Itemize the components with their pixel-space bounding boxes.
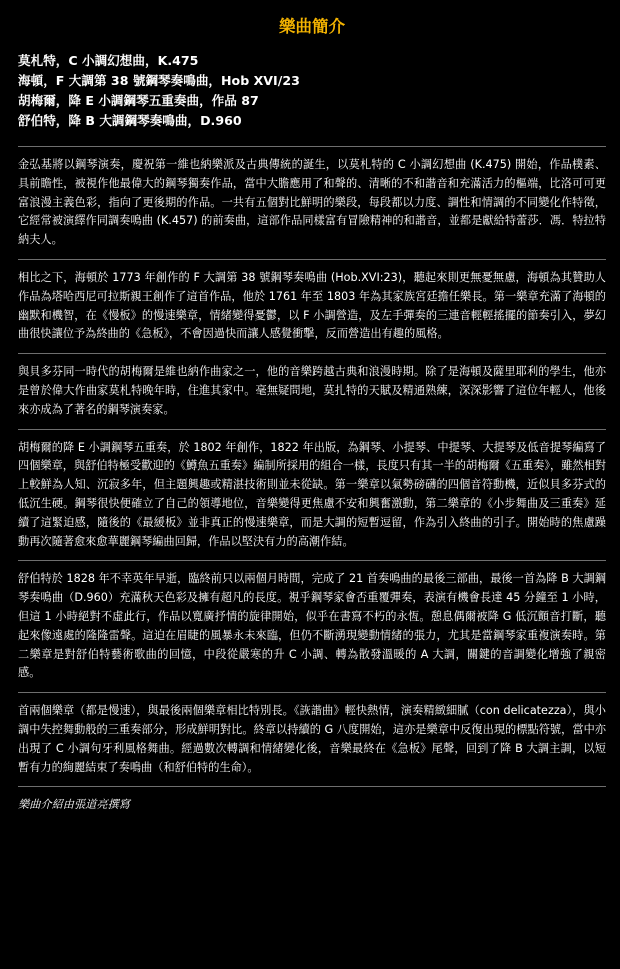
work-item-mozart: 莫札特，C 小調幻想曲，K.475 xyxy=(18,53,199,68)
paragraph-hummel-quintet: 胡梅爾的降 E 小調鋼琴五重奏，於 1802 年創作，1822 年出版，為鋼琴、小提琴、中提琴、大提琴及低音提琴編寫了四個樂章，與舒伯特極受歡迎的《鱒魚五重奏》編制所採用的組合一樣，長度只有其一半的胡梅爾《五重奏》，雖然相對上較鮮為人知、沉寂多年，但主題興趣或精湛技術則並未從缺。第一樂章以氣勢磅礴的四個音符動機，近似貝多芬式的低沉生硬。鋼琴很快便確立了自己的領導地位，音樂變得更焦慮不安和興奮激動，第二樂章的《小步舞曲及三重奏》延續了這緊迫感，隨後的《最緩板》並非真正的慢速樂章，而是大調的短暫逗留，作為引入終曲的引子。開始時的焦慮躁動再次隨著愈來愈華麗鋼琴編曲回歸，作品以堅決有力的高潮作結。 xyxy=(18,439,606,562)
section-divider xyxy=(18,146,606,147)
work-item-hummel: 胡梅爾，降 E 小調鋼琴五重奏曲，作品 87 xyxy=(18,93,259,108)
page-title: 樂曲簡介 xyxy=(279,17,345,36)
author-credit: 樂曲介紹由張道亮撰寫 xyxy=(18,798,130,812)
works-list xyxy=(18,51,606,131)
paragraph-hummel-intro: 與貝多芬同一時代的胡梅爾是維也納作曲家之一，他的音樂跨越古典和浪漫時期。除了是海頓及薩里耶利的學生，他亦是曾於偉大作曲家莫札特晚年時，住進其家中。毫無疑問地，莫扎特的天賦及精通熟練，深深影響了這位年輕人，他後來亦成為了著名的鋼琴演奏家。 xyxy=(18,363,606,429)
paragraph-mozart: 金弘基將以鋼琴演奏，慶祝第一維也納樂派及古典傳統的誕生，以莫札特的 C 小調幻想曲 (K.475) 開始，作品樸素、具前瞻性，被視作他最偉大的鋼琴獨奏作品，當中大膽應用了和聲的、清晰的不和諧音和充滿活力的樞端，比洛可可更富浪漫主義色彩，指向了更後期的作品。一共有五個對比鮮明的樂段，每段都以力度、調性和情調的不同變化作特徵，它經常被演繹作同調奏鳴曲 (K.457) 的前奏曲，這部作品同樣富有冒險精神的和諧音，並都是獻給特蕾莎．馮．特拉特納夫人。 xyxy=(18,156,606,260)
work-item-schubert: 舒伯特，降 B 大調鋼琴奏鳴曲，D.960 xyxy=(18,113,242,128)
paragraph-schubert: 舒伯特於 1828 年不幸英年早逝，臨終前只以兩個月時間，完成了 21 首奏鳴曲的最後三部曲，最後一首為降 B 大調鋼琴奏鳴曲（D.960）充滿秋天色彩及擁有超凡的長度。視乎鋼琴家會否重覆彈奏，表演有機會長達 45 分鐘至 1 小時，但這 1 小時絕對不虛此行，作品以寬廣抒情的旋律開始，似乎在書寫不朽的永恆。憩息偶爾被降 G 低沉顫音打斷，聽起來像遠處的隆隆雷聲。這迫在眉睫的風暴永未來臨，但仍不斷湧現變動情緒的張力，尤其是當鋼琴家重複演奏時。第二樂章是對舒伯特藝術歌曲的回憶，中段從嚴寒的升 C 小調、轉為散發溫暖的 A 大調，關鍵的音調變化增強了親密感。 xyxy=(18,570,606,693)
work-item-haydn: 海頓，F 大調第 38 號鋼琴奏鳴曲，Hob XVI/23 xyxy=(18,73,300,88)
paragraph-haydn: 相比之下，海頓於 1773 年創作的 F 大調第 38 號鋼琴奏鳴曲 (Hob.XVI:23)，聽起來則更無憂無慮，海頓為其贊助人作品為塔哈西尼可拉斯親王創作了這首作品，他於 1761 年至 1803 年為其家族宮廷擔任樂長。第一樂章充滿了海頓的幽默和機智，在《慢板》的慢速樂章，情緒變得憂鬱，以 F 小調營造，及左手彈奏的三連音輕輕搖擺的節奏引入，夢幻曲很快讓位予為終曲的《急板》，不會因過快而讓人感覺衝擊，反而營造出有趣的風格。 xyxy=(18,269,606,354)
paragraph-schubert-finale: 首兩個樂章（都是慢速），與最後兩個樂章相比特別長。《詼諧曲》輕快熱情，演奏精緻細膩（con delicatezza），與小調中失控舞動般的三重奏部分，形成鮮明對比。終章以持續的 G 八度開始，這亦是樂章中反復出現的標點符號，當中亦出現了 C 小調句牙利風格舞曲。經過數次轉調和情緒變化後，音樂最終在《急板》尾聲，回到了降 B 大調主調，以短暫有力的絢麗結束了奏鳴曲（和舒伯特的生命）。 xyxy=(18,702,606,787)
